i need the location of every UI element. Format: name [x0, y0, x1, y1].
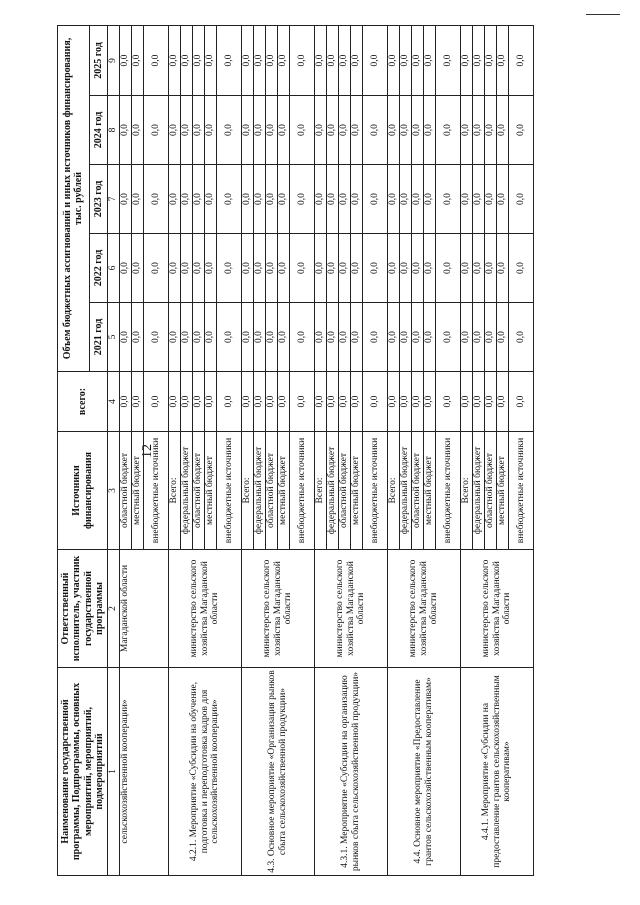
value-year: 0,0: [496, 234, 508, 303]
column-index: 3: [108, 432, 120, 550]
funding-source: областной бюджет: [411, 432, 423, 550]
value-year: 0,0: [314, 234, 326, 303]
value-year: 0,0: [143, 234, 168, 303]
value-year: 0,0: [350, 26, 362, 96]
value-year: 0,0: [143, 26, 168, 96]
value-total: 0,0: [338, 372, 350, 432]
funding-source: федеральный бюджет: [180, 432, 192, 550]
value-year: 0,0: [496, 165, 508, 234]
value-total: 0,0: [496, 372, 508, 432]
value-total: 0,0: [399, 372, 411, 432]
funding-source: Всего:: [314, 432, 326, 550]
value-year: 0,0: [143, 303, 168, 372]
header-year: 2023 год: [89, 165, 108, 234]
value-year: 0,0: [241, 96, 253, 165]
value-year: 0,0: [119, 96, 131, 165]
value-year: 0,0: [277, 234, 289, 303]
value-year: 0,0: [168, 96, 180, 165]
activity-name: 4.4.1. Мероприятие «Субсидии на предоставление грантов сельскохозяйственным кооперативам»: [460, 668, 533, 876]
funding-source: областной бюджет: [192, 432, 204, 550]
column-index: 6: [108, 234, 120, 303]
value-year: 0,0: [472, 26, 484, 96]
value-year: 0,0: [423, 96, 435, 165]
value-year: 0,0: [326, 303, 338, 372]
value-year: 0,0: [326, 234, 338, 303]
value-year: 0,0: [314, 26, 326, 96]
header-source: Источники финансирования: [58, 432, 108, 550]
table-row: [241, 26, 253, 876]
value-year: 0,0: [460, 26, 472, 96]
value-total: 0,0: [253, 372, 265, 432]
value-year: 0,0: [435, 234, 460, 303]
funding-source: местный бюджет: [423, 432, 435, 550]
value-year: 0,0: [362, 165, 387, 234]
value-year: 0,0: [508, 96, 533, 165]
funding-source: Всего:: [460, 432, 472, 550]
value-year: 0,0: [399, 303, 411, 372]
value-year: 0,0: [168, 26, 180, 96]
value-year: 0,0: [216, 165, 241, 234]
value-year: 0,0: [265, 303, 277, 372]
value-year: 0,0: [265, 96, 277, 165]
value-year: 0,0: [241, 26, 253, 96]
value-year: 0,0: [253, 26, 265, 96]
responsible-executor: министерство сельского хозяйства Магаданской области: [168, 550, 241, 668]
column-index: 2: [108, 550, 120, 668]
responsible-executor: министерство сельского хозяйства Магаданской области: [387, 550, 460, 668]
value-total: 0,0: [508, 372, 533, 432]
column-index: 9: [108, 26, 120, 96]
value-year: 0,0: [350, 165, 362, 234]
funding-source: федеральный бюджет: [399, 432, 411, 550]
funding-source: федеральный бюджет: [326, 432, 338, 550]
value-year: 0,0: [423, 303, 435, 372]
value-year: 0,0: [131, 96, 143, 165]
value-year: 0,0: [277, 303, 289, 372]
value-year: 0,0: [460, 165, 472, 234]
value-year: 0,0: [168, 165, 180, 234]
table-row: [314, 26, 326, 876]
value-year: 0,0: [289, 303, 314, 372]
value-year: 0,0: [496, 96, 508, 165]
value-year: 0,0: [131, 234, 143, 303]
value-total: 0,0: [314, 372, 326, 432]
value-total: 0,0: [204, 372, 216, 432]
value-year: 0,0: [204, 96, 216, 165]
value-total: 0,0: [350, 372, 362, 432]
value-year: 0,0: [399, 165, 411, 234]
column-index: 8: [108, 96, 120, 165]
value-year: 0,0: [423, 234, 435, 303]
column-index: 7: [108, 165, 120, 234]
value-total: 0,0: [387, 372, 399, 432]
column-index: 1: [108, 668, 120, 876]
value-total: 0,0: [180, 372, 192, 432]
funding-source: внебюджетные источники: [289, 432, 314, 550]
value-total: 0,0: [289, 372, 314, 432]
activity-name: сельскохозяйственной кооперации»: [119, 668, 168, 876]
funding-source: местный бюджет: [277, 432, 289, 550]
funding-source: местный бюджет: [131, 432, 143, 550]
activity-name: 4.3.1. Мероприятие «Субсидии на организацию рынков сбыта сельскохозяйственной продукции»: [314, 668, 387, 876]
value-year: 0,0: [204, 26, 216, 96]
value-year: 0,0: [216, 234, 241, 303]
value-year: 0,0: [241, 303, 253, 372]
value-year: 0,0: [277, 96, 289, 165]
value-total: 0,0: [168, 372, 180, 432]
value-total: 0,0: [472, 372, 484, 432]
value-total: 0,0: [119, 372, 131, 432]
value-year: 0,0: [435, 165, 460, 234]
value-year: 0,0: [143, 96, 168, 165]
value-year: 0,0: [338, 165, 350, 234]
value-total: 0,0: [277, 372, 289, 432]
value-year: 0,0: [253, 96, 265, 165]
value-year: 0,0: [484, 234, 496, 303]
value-year: 0,0: [362, 26, 387, 96]
value-year: 0,0: [289, 26, 314, 96]
page-number: 12: [140, 444, 155, 458]
column-index: 4: [108, 372, 120, 432]
value-year: 0,0: [168, 303, 180, 372]
activity-name: 4.3. Основное мероприятие «Организация рынков сбыта сельскохозяйственной продукции»: [241, 668, 314, 876]
header-year: 2025 год: [89, 26, 108, 96]
header-year: 2021 год: [89, 303, 108, 372]
value-year: 0,0: [399, 96, 411, 165]
value-year: 0,0: [314, 165, 326, 234]
value-year: 0,0: [289, 234, 314, 303]
funding-source: внебюджетные источники: [362, 432, 387, 550]
header-responsible: Ответственный исполнитель, участник государственной программы: [58, 550, 108, 668]
value-year: 0,0: [387, 165, 399, 234]
value-total: 0,0: [241, 372, 253, 432]
value-year: 0,0: [216, 96, 241, 165]
funding-source: местный бюджет: [350, 432, 362, 550]
value-total: 0,0: [411, 372, 423, 432]
value-year: 0,0: [192, 303, 204, 372]
financing-table: [57, 25, 534, 876]
header-total: всего:: [58, 372, 108, 432]
header-funding-group: Объем бюджетных ассигнований и иных источников финансирования, тыс. рублей: [58, 26, 90, 372]
value-year: 0,0: [472, 165, 484, 234]
value-year: 0,0: [460, 234, 472, 303]
value-year: 0,0: [192, 234, 204, 303]
value-total: 0,0: [423, 372, 435, 432]
value-year: 0,0: [338, 234, 350, 303]
header-year: 2022 год: [89, 234, 108, 303]
value-year: 0,0: [411, 96, 423, 165]
value-total: 0,0: [435, 372, 460, 432]
responsible-executor: министерство сельского хозяйства Магаданской области: [314, 550, 387, 668]
value-year: 0,0: [180, 96, 192, 165]
value-year: 0,0: [387, 234, 399, 303]
value-year: 0,0: [496, 26, 508, 96]
value-year: 0,0: [508, 165, 533, 234]
value-year: 0,0: [435, 96, 460, 165]
value-year: 0,0: [326, 26, 338, 96]
value-year: 0,0: [338, 26, 350, 96]
value-year: 0,0: [289, 165, 314, 234]
value-total: 0,0: [326, 372, 338, 432]
funding-source: федеральный бюджет: [253, 432, 265, 550]
value-year: 0,0: [411, 234, 423, 303]
header-year: 2024 год: [89, 96, 108, 165]
value-year: 0,0: [265, 26, 277, 96]
value-year: 0,0: [472, 303, 484, 372]
funding-source: внебюджетные источники: [435, 432, 460, 550]
table-row: [119, 26, 131, 876]
value-year: 0,0: [314, 303, 326, 372]
value-year: 0,0: [338, 303, 350, 372]
value-year: 0,0: [192, 165, 204, 234]
value-year: 0,0: [192, 96, 204, 165]
value-year: 0,0: [362, 96, 387, 165]
table-row: [387, 26, 399, 876]
value-year: 0,0: [180, 303, 192, 372]
value-year: 0,0: [423, 26, 435, 96]
value-year: 0,0: [460, 303, 472, 372]
value-year: 0,0: [314, 96, 326, 165]
funding-source: областной бюджет: [338, 432, 350, 550]
value-total: 0,0: [362, 372, 387, 432]
funding-source: областной бюджет: [119, 432, 131, 550]
value-year: 0,0: [241, 165, 253, 234]
header-name: Наименование государственной программы, Подпрограммы, основных мероприятий, мероприятий, подмероприятий: [58, 668, 108, 876]
responsible-executor: Магаданской области: [119, 550, 168, 668]
value-year: 0,0: [216, 303, 241, 372]
value-year: 0,0: [362, 303, 387, 372]
value-year: 0,0: [411, 303, 423, 372]
value-year: 0,0: [289, 96, 314, 165]
value-year: 0,0: [387, 26, 399, 96]
funding-source: внебюджетные источники: [216, 432, 241, 550]
value-year: 0,0: [216, 26, 241, 96]
value-year: 0,0: [484, 165, 496, 234]
value-year: 0,0: [472, 96, 484, 165]
value-year: 0,0: [399, 234, 411, 303]
value-total: 0,0: [143, 372, 168, 432]
table-row: [168, 26, 180, 876]
value-year: 0,0: [423, 165, 435, 234]
value-total: 0,0: [192, 372, 204, 432]
value-year: 0,0: [484, 303, 496, 372]
funding-source: Всего:: [168, 432, 180, 550]
table-body: [119, 26, 533, 876]
value-year: 0,0: [131, 303, 143, 372]
value-year: 0,0: [180, 26, 192, 96]
activity-name: 4.2.1. Мероприятие «Субсидии на обучение, подготовка и переподготовка кадров для сельскохозяйственной кооперации»: [168, 668, 241, 876]
value-year: 0,0: [326, 165, 338, 234]
value-year: 0,0: [119, 165, 131, 234]
column-index-row: [108, 26, 120, 876]
value-year: 0,0: [472, 234, 484, 303]
funding-source: Всего:: [387, 432, 399, 550]
funding-source: местный бюджет: [496, 432, 508, 550]
value-total: 0,0: [265, 372, 277, 432]
funding-source: областной бюджет: [265, 432, 277, 550]
activity-name: 4.4. Основное мероприятие «Предоставление грантов сельскохозяйственным кооперативам»: [387, 668, 460, 876]
value-year: 0,0: [131, 165, 143, 234]
value-total: 0,0: [131, 372, 143, 432]
rotated-table-wrapper: [57, 26, 589, 876]
value-year: 0,0: [131, 26, 143, 96]
value-year: 0,0: [119, 234, 131, 303]
value-total: 0,0: [216, 372, 241, 432]
value-year: 0,0: [326, 96, 338, 165]
value-year: 0,0: [350, 303, 362, 372]
funding-source: внебюджетные источники: [508, 432, 533, 550]
value-year: 0,0: [265, 234, 277, 303]
responsible-executor: министерство сельского хозяйства Магаданской области: [460, 550, 533, 668]
funding-source: внебюджетные источники: [143, 432, 168, 550]
value-year: 0,0: [484, 26, 496, 96]
value-year: 0,0: [253, 165, 265, 234]
value-year: 0,0: [143, 165, 168, 234]
funding-source: местный бюджет: [204, 432, 216, 550]
value-year: 0,0: [411, 26, 423, 96]
funding-source: областной бюджет: [484, 432, 496, 550]
value-year: 0,0: [435, 303, 460, 372]
value-year: 0,0: [387, 96, 399, 165]
column-index: 5: [108, 303, 120, 372]
value-year: 0,0: [204, 303, 216, 372]
value-year: 0,0: [399, 26, 411, 96]
value-year: 0,0: [277, 26, 289, 96]
value-year: 0,0: [362, 234, 387, 303]
value-year: 0,0: [460, 96, 472, 165]
value-year: 0,0: [204, 165, 216, 234]
value-total: 0,0: [484, 372, 496, 432]
value-year: 0,0: [119, 26, 131, 96]
responsible-executor: министерство сельского хозяйства Магаданской области: [241, 550, 314, 668]
value-year: 0,0: [180, 234, 192, 303]
value-year: 0,0: [387, 303, 399, 372]
value-year: 0,0: [277, 165, 289, 234]
value-year: 0,0: [241, 234, 253, 303]
value-total: 0,0: [460, 372, 472, 432]
scan-edge-mark: [586, 14, 620, 15]
funding-source: Всего:: [241, 432, 253, 550]
value-year: 0,0: [253, 234, 265, 303]
value-year: 0,0: [338, 96, 350, 165]
value-year: 0,0: [350, 96, 362, 165]
value-year: 0,0: [119, 303, 131, 372]
value-year: 0,0: [253, 303, 265, 372]
value-year: 0,0: [180, 165, 192, 234]
value-year: 0,0: [435, 26, 460, 96]
value-year: 0,0: [168, 234, 180, 303]
table-row: [460, 26, 472, 876]
value-year: 0,0: [508, 234, 533, 303]
value-year: 0,0: [508, 303, 533, 372]
value-year: 0,0: [496, 303, 508, 372]
value-year: 0,0: [411, 165, 423, 234]
value-year: 0,0: [508, 26, 533, 96]
value-year: 0,0: [484, 96, 496, 165]
funding-source: федеральный бюджет: [472, 432, 484, 550]
value-year: 0,0: [265, 165, 277, 234]
value-year: 0,0: [350, 234, 362, 303]
value-year: 0,0: [192, 26, 204, 96]
value-year: 0,0: [204, 234, 216, 303]
